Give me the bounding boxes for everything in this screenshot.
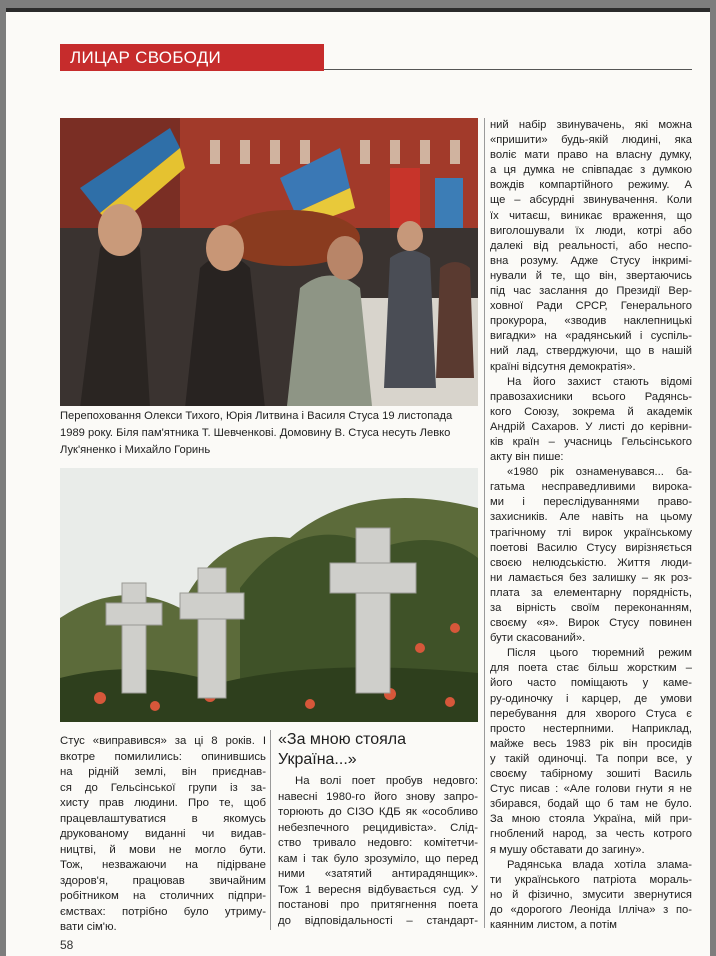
text-line: країні відсутня демократія». [490,360,636,373]
text-line: на рідній землі, він приєднав- [60,766,266,778]
text-line: ни ламається без залишку – як роз- [490,571,692,584]
text-line: воліє мати право на власну думку, [490,149,692,162]
text-line: постанові про притягнення поета [278,899,478,911]
photo-caption [60,408,478,459]
text-line: ків країн – учасниць Гельсінського [490,435,692,448]
text-line: вождів компартійного режиму. А [490,179,692,192]
text-line: ся до Гельсінської групи із за- [60,781,266,794]
text-line: торюють до СІЗО КДБ як «особливо [278,806,478,818]
text-line: На волі поет пробув недовго: [295,775,478,787]
text-line: своєю нелюдськістю. Життя люди- [490,556,692,569]
section-title: ЛИЦАР СВОБОДИ [70,48,222,67]
column-middle [278,774,478,929]
text-line: гноблений народ, за честь котрого [490,828,692,841]
text-line: кого Союзу, зокрема й академік [490,405,692,418]
text-line: Андрій Сахаров. У листі до керівни- [490,420,692,433]
text-line: виголошували їх люди, котрі або [490,224,692,237]
text-line: ство тривало недовго: комітетчи- [278,837,478,849]
text-line: На його захист стають відомі [507,375,692,388]
text-line: гатьма несправедливими вирока- [490,481,692,494]
text-line: робітником на столичних підпри- [60,890,266,902]
reburial-procession-photo [60,118,478,406]
text-line: до «дорогого Леоніда Ілліча» з по- [490,903,692,916]
text-line: ру-одиночку і карцер, де умови [490,692,692,705]
text-line: ництві, й мови не могло бути. [60,843,266,856]
text-line: своєму табірному зошиті Василь [490,768,692,781]
text-line: ще – абсурдні звинувачення. Коли [490,194,692,207]
text-line: його часто поміщають у каме- [490,677,692,690]
text-line: ховної Ради СРСР, Генерального [490,300,692,313]
grave-crosses-photo [60,468,478,722]
text-line: працевлаштуватися в якомусь [60,812,266,825]
text-line: вигадки» на «радянський і суспіль- [490,330,692,343]
text-line: «1980 рік ознаменувався... ба- [507,466,692,479]
magazine-page [6,8,710,956]
text-line: каянним листом, а потім [490,918,617,931]
text-line: Стус писав : «Але голови гнути я не [490,783,692,796]
text-line: просто нестерпними. Наприклад, [490,722,692,735]
text-line: ємствах: потрібно було утриму- [60,905,266,918]
text-line: плата за елементарну порядність, [490,586,692,599]
caption-line: Перепоховання Олекси Тихого, Юрія Литвина і Василя Стуса 19 листопада [60,410,453,422]
text-line: їх читаєш, виникає враження, що [490,209,692,222]
text-line: Тож, незважаючи на підірване [60,859,266,871]
column-left [60,734,266,936]
text-line: кам і так було зрозуміло, що перед [278,852,478,865]
text-line: захисників. Але навіть на цьому [490,511,692,524]
text-line: Радянська влада хотіла злама- [507,858,692,871]
procession-illustration [60,118,478,406]
column-divider [270,730,271,930]
text-line: я мушу обставати до загину». [490,843,645,856]
text-line: вати сім'ю. [60,921,117,933]
text-line: прокурора, «зводив наклепницькі [490,315,692,328]
text-line: вна розуму. Адже Стусу інкримі- [490,254,692,267]
subheading-line: Україна...» [278,751,357,768]
cemetery-illustration [60,468,478,722]
text-line: перебування для хворого Стуса є [490,707,692,720]
subheading [278,730,478,770]
page-number: 58 [60,938,74,952]
text-line: хисту прав людини. Про те, щоб [60,797,266,809]
text-line: у такій одиночці. Та попри все, у [490,752,692,765]
text-line: майже весь 1983 рік він просидів [490,737,692,750]
text-line: нували й те, що він, звертаючись [490,269,692,282]
text-line: ми і переслідуваннями право- [490,496,692,509]
top-border [6,8,710,12]
text-line: ти українського патріота мораль- [490,873,692,886]
section-header [60,44,324,71]
text-line: ними «затятий антирадянщик». [278,868,478,880]
text-line: вкотре помилились: опинившись [60,750,266,763]
column-right [490,118,692,933]
caption-line: 1989 року. Біля пам'ятника Т. Шевченкові. Домовину В. Стуса несуть Левко [60,427,451,439]
text-line: друкованому виданні чи видав- [60,828,266,840]
text-line: далекі від реальності, або неспо- [490,239,692,252]
text-line: ний лад, стверджуючи, що в нашій [490,345,692,358]
text-line: під час заслання до Президії Вер- [490,285,692,298]
text-line: правозахисники всього Радянсь- [490,390,692,403]
text-line: за вірність своїм переконанням, [490,602,692,614]
text-line: для поета стає більш жорстким – [490,662,692,675]
text-line: Після цього тюремний режим [507,647,692,660]
text-line: а ця думка не співпадає з думкою [490,164,692,177]
text-line: акту він пише: [490,451,564,464]
text-line: збирався, бодай що б там не було. [490,798,692,811]
text-line: небезпечного рецидивіста». Слід- [278,821,478,834]
text-line: трагічному тлі вирок українському [490,526,692,539]
text-line: Тож 1 вересня відбувається суд. У [278,883,478,896]
text-line: «пришити» будь-якій людині, яка [490,134,692,147]
text-line: бути скасований». [490,632,586,645]
header-rule [324,69,692,70]
caption-line: Лук'яненко і Михайло Горинь [60,444,211,456]
subheading-line: «За мною стояла [278,731,407,748]
text-line: своєму «я». Вирок Стусу повинен [490,617,692,630]
text-line: навесні 1980-го його знову запро- [278,790,478,803]
text-line: до відповідальності – стандарт- [278,914,478,927]
text-line: ний набір звинувачень, які можна [490,119,692,131]
text-line: но й фізично, змусити звернутися [490,888,692,901]
column-divider [484,118,485,928]
text-line: Стус «виправився» за ці 8 років. І [60,735,266,747]
text-line: поетові Василю Стусу вирізняється [490,541,692,554]
text-line: За мною стояла Україна, мій при- [490,813,692,826]
text-line: здоров'я, працював звичайним [60,874,266,887]
